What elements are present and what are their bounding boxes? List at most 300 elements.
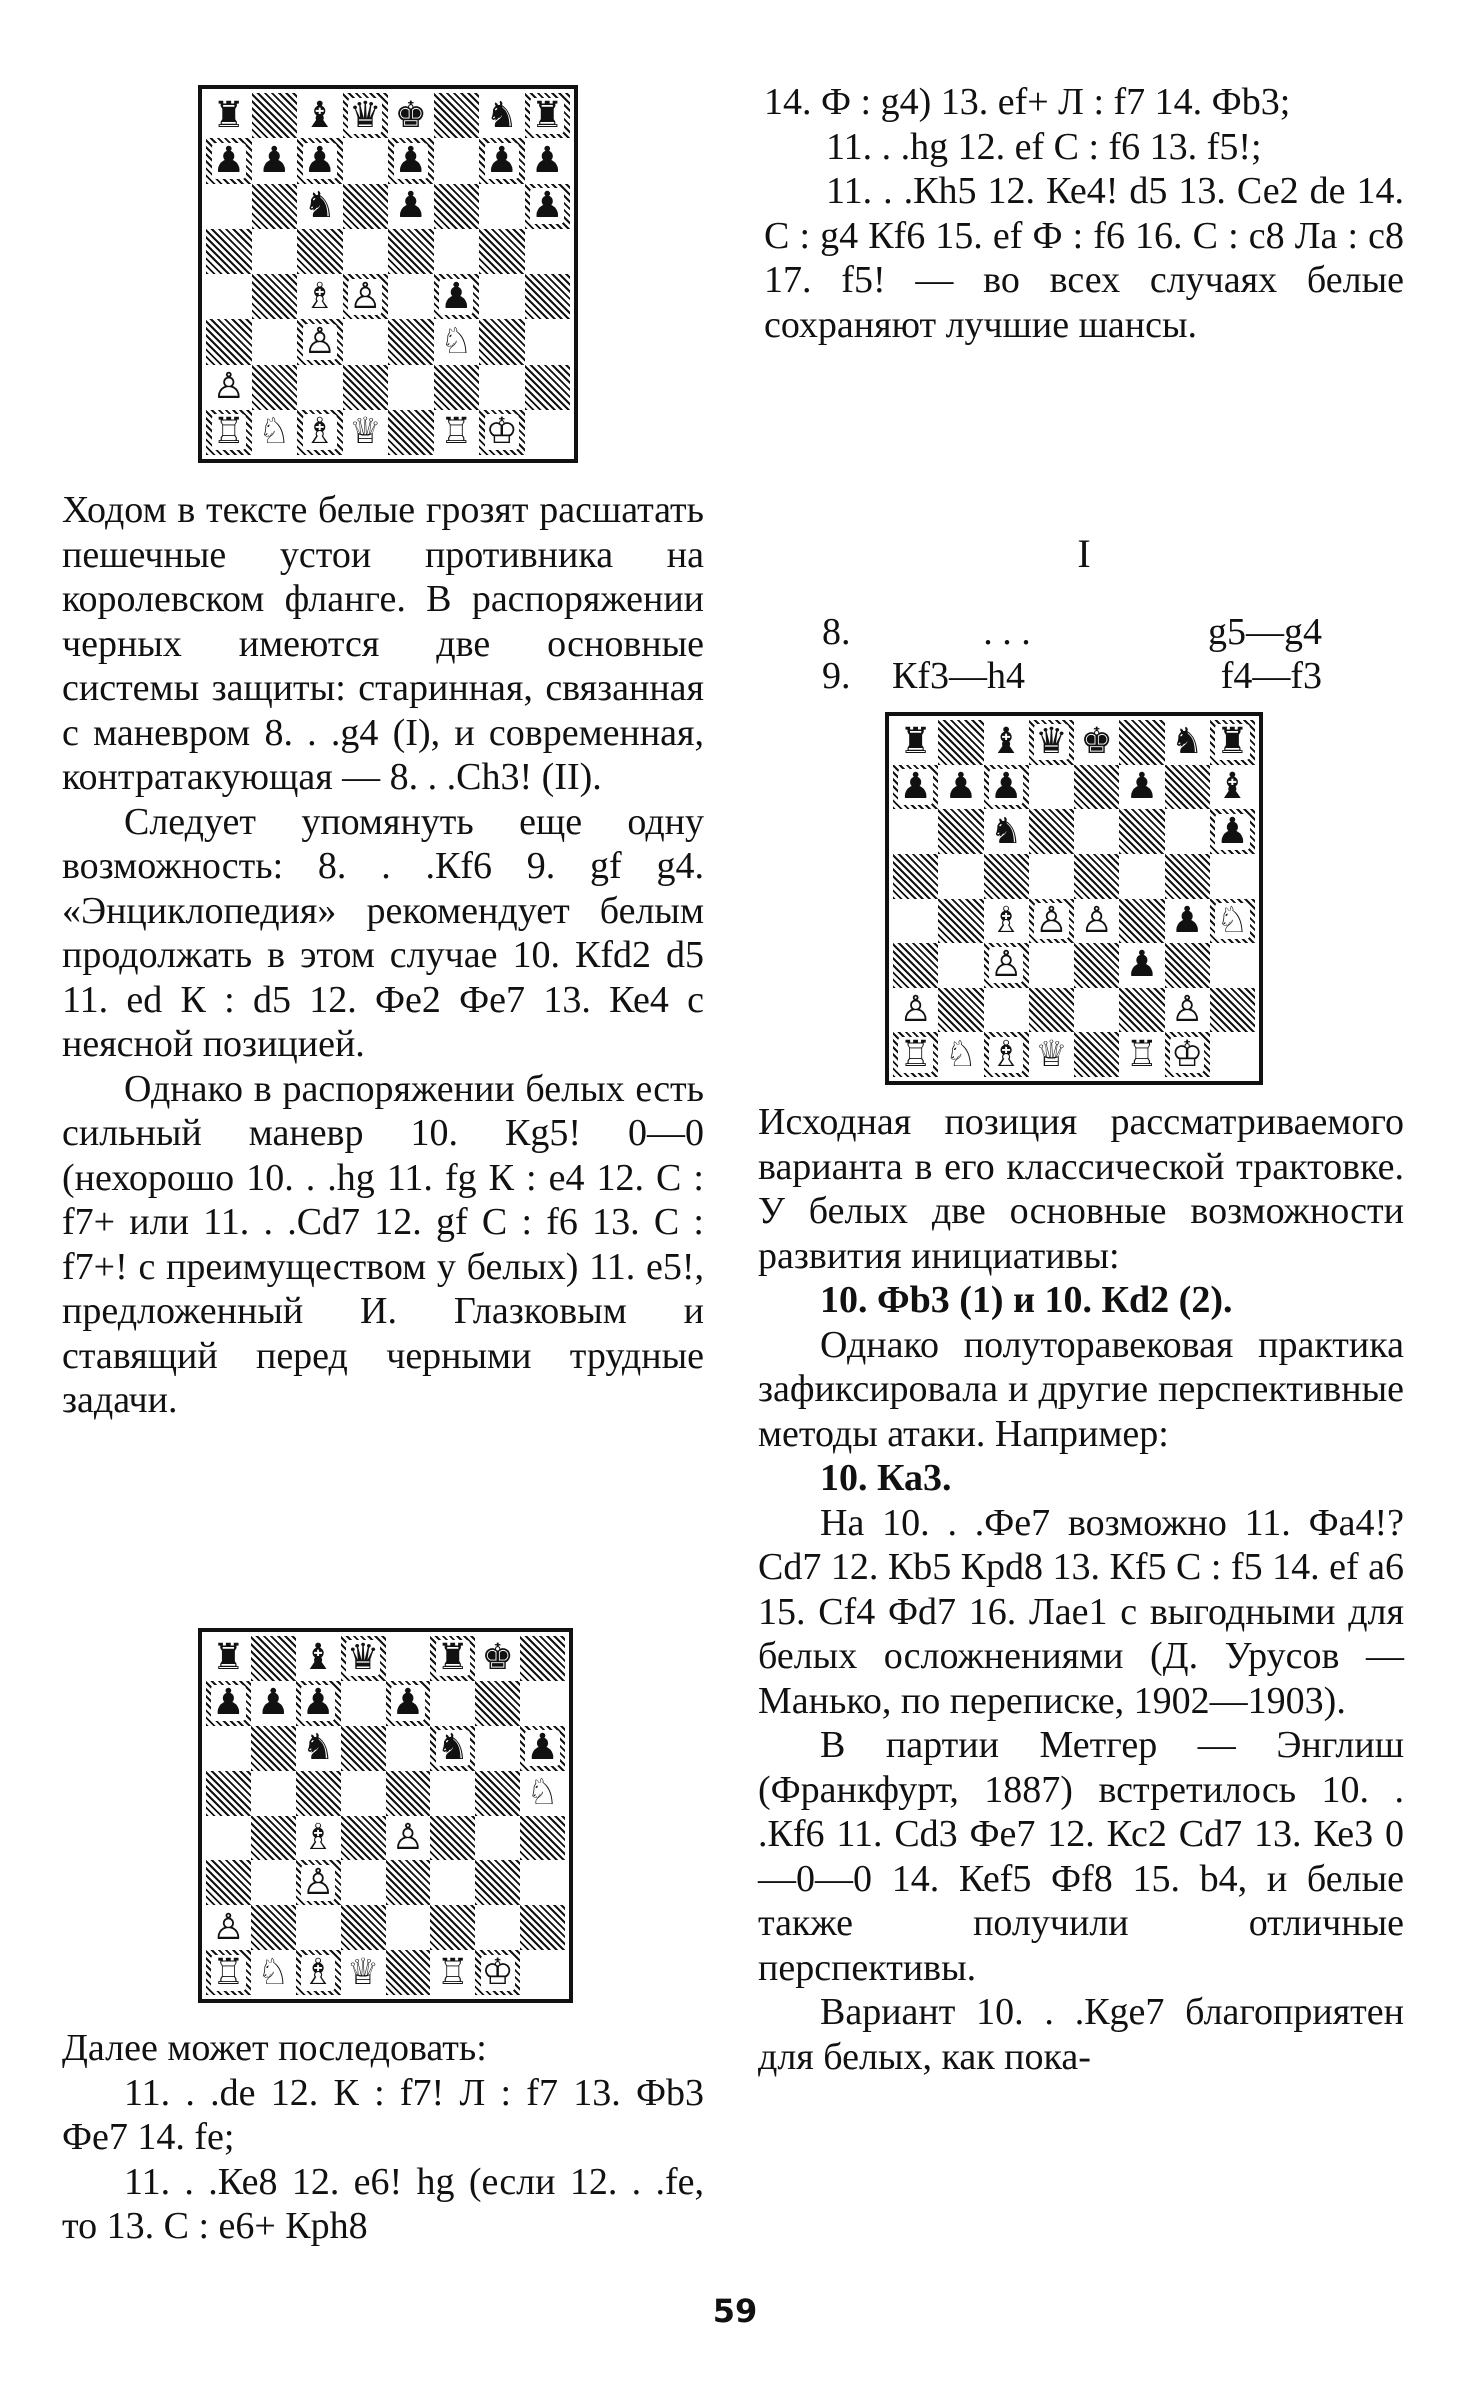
board-square [341, 1816, 386, 1861]
board-square [430, 1905, 475, 1950]
board-square [434, 184, 480, 229]
right-paragraph-3: 11. . .Кh5 12. Ке4! d5 13. Се2 de 14. С : g4 Кf6 15. ef Ф : f6 16. С : c8 Ла : c8 17. f5! — во всех случаях белые сохраняют лучшие шансы. [764, 170, 1404, 346]
board-square [1029, 854, 1074, 899]
board-square [251, 1905, 296, 1950]
board-square [479, 365, 525, 410]
white-queen-icon: ♕ [346, 1951, 380, 1993]
white-pawn-icon: ♙ [1080, 899, 1113, 941]
board-square [430, 1950, 475, 1995]
board-square [206, 274, 252, 319]
board-square [1210, 765, 1255, 810]
board-square [520, 1905, 565, 1950]
black-pawn-icon: ♟ [1170, 899, 1204, 941]
black-pawn-icon: ♟ [257, 1682, 290, 1724]
board-square [386, 1771, 431, 1816]
board-square [525, 184, 571, 229]
board-square [1119, 765, 1164, 810]
white-pawn-icon: ♙ [349, 275, 382, 317]
board-square [984, 899, 1029, 944]
board-square [525, 365, 571, 410]
board-square [1210, 720, 1255, 765]
board-square [984, 854, 1029, 899]
board-square [893, 720, 938, 765]
black-pawn-icon: ♟ [258, 139, 291, 181]
right-paragraph-4: Исходная позиция рассматриваемого варианта в его классической трактовке. У белых две основные возможности развития инициативы: [758, 1101, 1404, 1277]
board-square [938, 988, 983, 1033]
board-square [984, 1032, 1029, 1077]
board-square [1029, 809, 1074, 854]
black-rook-icon: ♜ [436, 1637, 469, 1679]
board-square [343, 274, 389, 319]
board-square [206, 319, 252, 364]
board-square [1165, 720, 1210, 765]
white-pawn-icon: ♙ [302, 1861, 335, 1903]
board-square [206, 1816, 251, 1861]
board-square [893, 765, 938, 810]
right-paragraph-7: 10. Ка3. [820, 1457, 952, 1499]
right-paragraph-8: На 10. . .Фе7 возможно 11. Фа4!? Сd7 12. Кb5 Крd8 13. Кf5 С : f5 14. ef а6 15. Сf4 Фd7 16. Лае1 с выгодными для белых осложнениями (Д. Урусов — Манько, по переписке, 1902—1903). [758, 1501, 1404, 1722]
right-column-top [764, 80, 1404, 347]
black-pawn-icon: ♟ [302, 1682, 335, 1724]
board-square [430, 1860, 475, 1905]
black-pawn-icon: ♟ [212, 1682, 245, 1724]
board-square [938, 765, 983, 810]
board-square [343, 229, 389, 274]
board-square [1210, 1032, 1255, 1077]
black-pawn-icon: ♟ [1216, 810, 1249, 852]
board-square [206, 365, 252, 410]
black-rook-icon: ♜ [899, 721, 932, 763]
board-square [434, 229, 480, 274]
board-square [1119, 943, 1164, 988]
board-square [252, 319, 298, 364]
move-9 [822, 654, 1322, 698]
black-pawn-icon: ♟ [394, 185, 427, 227]
board-square [341, 1636, 386, 1681]
page-number: 59 [712, 2292, 758, 2330]
white-knight-icon: ♘ [258, 411, 291, 453]
board-square [475, 1905, 520, 1950]
board-square [388, 365, 434, 410]
white-rook-icon: ♖ [212, 411, 245, 453]
board-square [475, 1771, 520, 1816]
black-pawn-icon: ♟ [531, 185, 564, 227]
board-square [388, 274, 434, 319]
white-queen-icon: ♕ [1035, 1033, 1068, 1075]
board-square [386, 1681, 431, 1726]
board-square [206, 138, 252, 183]
board-square [297, 229, 343, 274]
white-pawn-icon: ♙ [989, 944, 1023, 986]
black-rook-icon: ♜ [212, 1637, 245, 1679]
board-square [525, 138, 571, 183]
board-square [1074, 943, 1119, 988]
board-square [296, 1950, 341, 1995]
left-paragraph-5: 11. . .de 12. К : f7! Л : f7 13. Фb3 Фе7 14. fе; [62, 2071, 704, 2158]
board-square [520, 1771, 565, 1816]
white-rook-icon: ♖ [440, 411, 473, 453]
white-bishop-icon: ♗ [302, 1951, 335, 1993]
black-pawn-icon: ♟ [531, 139, 564, 181]
left-column [62, 488, 704, 1423]
board-square [434, 410, 480, 455]
board-square [520, 1636, 565, 1681]
board-square [251, 1636, 296, 1681]
board-square [434, 365, 480, 410]
board-square [1165, 809, 1210, 854]
black-pawn-icon: ♟ [303, 139, 336, 181]
right-paragraph-10: Вариант 10. . .Кgе7 благоприятен для белых, как пока- [758, 1991, 1404, 2078]
board-square [893, 899, 938, 944]
section-heading: I [1077, 531, 1091, 576]
board-square [1029, 1032, 1074, 1077]
board-square [206, 1726, 251, 1771]
board-square [206, 1950, 251, 1995]
board-square [1165, 854, 1210, 899]
board-square [386, 1816, 431, 1861]
black-pawn-icon: ♟ [899, 765, 932, 807]
board-square [343, 93, 389, 138]
board-square [296, 1636, 341, 1681]
black-queen-icon: ♛ [349, 94, 382, 136]
board-square [479, 93, 525, 138]
move-8-number: 8. [822, 611, 851, 653]
board-square [296, 1905, 341, 1950]
white-king-icon: ♔ [1170, 1033, 1204, 1075]
black-bishop-icon: ♝ [989, 721, 1023, 763]
left-paragraph-2: Следует упомянуть еще одну возможность: 8. . .Кf6 9. gf g4. «Энциклопедия» рекомендует белым продолжать в этом случае 10. Кfd2 d5 11. ed К : d5 12. Фе2 Фе7 13. Ке4 с неясной позицией. [62, 800, 704, 1065]
board-square [388, 410, 434, 455]
board-square [296, 1860, 341, 1905]
board-square [1074, 988, 1119, 1033]
board-square [343, 410, 389, 455]
white-bishop-icon: ♗ [989, 1033, 1023, 1075]
board-square [525, 319, 571, 364]
black-knight-icon: ♞ [303, 185, 336, 227]
board-square [297, 274, 343, 319]
black-knight-icon: ♞ [989, 810, 1023, 852]
board-square [206, 1681, 251, 1726]
black-bishop-icon: ♝ [1216, 765, 1249, 807]
white-bishop-icon: ♗ [303, 411, 336, 453]
board-square [430, 1771, 475, 1816]
right-paragraph-2: 11. . .hg 12. ef С : f6 13. f5!; [826, 125, 1262, 168]
board-square [479, 184, 525, 229]
board-square [1074, 1032, 1119, 1077]
black-knight-icon: ♞ [485, 94, 518, 136]
board-square [1074, 899, 1119, 944]
board-square [386, 1636, 431, 1681]
board-square [251, 1950, 296, 1995]
white-pawn-icon: ♙ [391, 1816, 425, 1858]
white-rook-icon: ♖ [212, 1951, 245, 1993]
board-square [434, 93, 480, 138]
black-king-icon: ♚ [481, 1637, 514, 1679]
black-bishop-icon: ♝ [302, 1637, 335, 1679]
board-square [1119, 854, 1164, 899]
board-square [343, 365, 389, 410]
right-paragraph-9: В партии Метгер — Энглиш (Франкфурт, 1887) встретилось 10. . .Кf6 11. Сd3 Фе7 12. Кс2 Сd7 13. Ке3 0—0—0 14. Кеf5 Фf8 15. b4, и белые также получили отличные перспективы. [758, 1724, 1404, 1989]
board-square [1029, 943, 1074, 988]
board-square [430, 1816, 475, 1861]
board-square [341, 1726, 386, 1771]
board-square [341, 1860, 386, 1905]
board-square [297, 319, 343, 364]
board-square [341, 1950, 386, 1995]
board-square [343, 319, 389, 364]
board-square [893, 809, 938, 854]
white-knight-icon: ♘ [257, 1951, 290, 1993]
board-square [388, 229, 434, 274]
board-square [1119, 988, 1164, 1033]
board-square [388, 93, 434, 138]
board-square [206, 1636, 251, 1681]
board-square [252, 93, 298, 138]
board-square [479, 319, 525, 364]
board-square [520, 1681, 565, 1726]
board-square [252, 229, 298, 274]
board-square [343, 138, 389, 183]
board-square [893, 1032, 938, 1077]
board-square [984, 988, 1029, 1033]
black-pawn-icon: ♟ [944, 765, 978, 807]
board-square [388, 184, 434, 229]
board-square [1029, 720, 1074, 765]
right-paragraph-1: 14. Ф : g4) 13. ef+ Л : f7 14. Фb3; [764, 81, 1291, 123]
move-8 [822, 610, 1322, 654]
board-square [893, 854, 938, 899]
board-square [252, 138, 298, 183]
board-square [434, 274, 480, 319]
board-square [206, 229, 252, 274]
white-pawn-icon: ♙ [303, 320, 336, 362]
black-rook-icon: ♜ [1216, 721, 1249, 763]
board-square [1165, 988, 1210, 1033]
board-square [475, 1726, 520, 1771]
black-pawn-icon: ♟ [440, 275, 473, 317]
board-square [430, 1726, 475, 1771]
black-knight-icon: ♞ [1170, 721, 1204, 763]
board-square [479, 229, 525, 274]
board-square [479, 138, 525, 183]
board-square [297, 93, 343, 138]
board-square [1210, 809, 1255, 854]
chess-diagram-1 [198, 85, 578, 463]
board-square [341, 1681, 386, 1726]
board-square [297, 365, 343, 410]
board-square [252, 365, 298, 410]
left-paragraph-6: 11. . .Ке8 12. е6! hg (если 12. . .fe, то 13. С : е6+ Крh8 [62, 2160, 704, 2247]
move-8-white: . . . [983, 611, 1031, 653]
board-square [520, 1950, 565, 1995]
board-square [296, 1816, 341, 1861]
board-square [1165, 765, 1210, 810]
black-bishop-icon: ♝ [303, 94, 336, 136]
board-square [252, 410, 298, 455]
board-square [206, 184, 252, 229]
black-rook-icon: ♜ [531, 94, 564, 136]
board-square [1029, 988, 1074, 1033]
right-paragraph-6: Однако полуторавековая практика зафиксировала и другие перспективные методы атаки. Например: [758, 1323, 1404, 1455]
chess-diagram-3 [885, 712, 1263, 1085]
black-pawn-icon: ♟ [526, 1727, 559, 1769]
white-pawn-icon: ♙ [1170, 989, 1204, 1031]
move-8-black: g5—g4 [1208, 611, 1322, 653]
board-square [1165, 1032, 1210, 1077]
board-square [434, 319, 480, 364]
board-square [938, 854, 983, 899]
board-square [386, 1726, 431, 1771]
left-paragraph-3: Однако в распоряжении белых есть сильный маневр 10. Кg5! 0—0 (нехорошо 10. . .hg 11. fg К : е4 12. С : f7+ или 11. . .Сd7 12. gf С : f6 13. С : f7+! с преимуществом у белых) 11. е5!, предложенный И. Глазковым и ставящий перед черными трудные задачи. [62, 1067, 704, 1421]
board-square [938, 899, 983, 944]
board-square [206, 1905, 251, 1950]
board-square [297, 410, 343, 455]
black-king-icon: ♚ [1080, 721, 1113, 763]
right-paragraph-5: 10. Фb3 (1) и 10. Кd2 (2). [820, 1279, 1233, 1321]
white-pawn-icon: ♙ [1035, 899, 1068, 941]
white-knight-icon: ♘ [440, 320, 473, 362]
board-square [479, 274, 525, 319]
board-square [475, 1860, 520, 1905]
white-knight-icon: ♘ [944, 1033, 978, 1075]
board-square [893, 988, 938, 1033]
black-knight-icon: ♞ [436, 1727, 469, 1769]
board-square [938, 1032, 983, 1077]
white-queen-icon: ♕ [349, 411, 382, 453]
white-rook-icon: ♖ [899, 1033, 932, 1075]
move-9-white: Кf3—h4 [892, 655, 1025, 697]
chess-diagram-2 [198, 1628, 573, 2003]
black-pawn-icon: ♟ [212, 139, 245, 181]
left-column-bottom [62, 2026, 704, 2249]
board-square [341, 1771, 386, 1816]
board-square [479, 410, 525, 455]
board-square [984, 720, 1029, 765]
board-square [341, 1905, 386, 1950]
board-square [475, 1950, 520, 1995]
board-square [251, 1816, 296, 1861]
black-pawn-icon: ♟ [485, 139, 518, 181]
board-square [938, 809, 983, 854]
white-king-icon: ♔ [485, 411, 518, 453]
black-queen-icon: ♛ [346, 1637, 380, 1679]
black-knight-icon: ♞ [302, 1727, 335, 1769]
move-9-number: 9. [822, 655, 851, 697]
white-pawn-icon: ♙ [899, 989, 932, 1031]
white-knight-icon: ♘ [526, 1772, 559, 1814]
board-square [1029, 899, 1074, 944]
board-square [386, 1905, 431, 1950]
board-square [984, 765, 1029, 810]
board-square [938, 943, 983, 988]
right-column-bottom [758, 1100, 1404, 2079]
board-square [1210, 988, 1255, 1033]
board-square [1210, 943, 1255, 988]
move-9-black: f4—f3 [1220, 655, 1322, 697]
board-square [1074, 809, 1119, 854]
board-square [206, 1860, 251, 1905]
board-square [388, 138, 434, 183]
white-pawn-icon: ♙ [212, 366, 245, 408]
board-square [525, 274, 571, 319]
board-square [475, 1636, 520, 1681]
board-square [520, 1860, 565, 1905]
white-rook-icon: ♖ [1125, 1033, 1159, 1075]
board-square [430, 1636, 475, 1681]
white-bishop-icon: ♗ [989, 899, 1023, 941]
board-square [1119, 1032, 1164, 1077]
board-square [430, 1681, 475, 1726]
board-square [297, 184, 343, 229]
board-square [296, 1726, 341, 1771]
board-square [1119, 809, 1164, 854]
board-square [525, 229, 571, 274]
board-square [520, 1816, 565, 1861]
black-pawn-icon: ♟ [394, 139, 427, 181]
board-square [475, 1681, 520, 1726]
board-square [1119, 899, 1164, 944]
board-square [434, 138, 480, 183]
white-knight-icon: ♘ [1216, 899, 1249, 941]
board-square [1074, 854, 1119, 899]
black-pawn-icon: ♟ [391, 1682, 425, 1724]
black-pawn-icon: ♟ [1125, 765, 1159, 807]
board-square [388, 319, 434, 364]
board-square [251, 1771, 296, 1816]
white-rook-icon: ♖ [436, 1951, 469, 1993]
board-square [252, 274, 298, 319]
board-square [252, 184, 298, 229]
board-square [520, 1726, 565, 1771]
board-square [938, 720, 983, 765]
board-square [984, 809, 1029, 854]
board-square [893, 943, 938, 988]
board-square [386, 1950, 431, 1995]
board-square [1165, 899, 1210, 944]
moves-block [822, 610, 1322, 698]
board-square [984, 943, 1029, 988]
board-square [296, 1681, 341, 1726]
left-paragraph-1: Ходом в тексте белые грозят расшатать пешечные устои противника на королевском фланге. В распоряжении черных имеются две основные системы защиты: старинная, связанная с маневром 8. . .g4 (I), и современная, контратакующая — 8. . .Сh3! (II). [62, 489, 704, 798]
board-square [251, 1860, 296, 1905]
black-rook-icon: ♜ [212, 94, 245, 136]
board-square [206, 93, 252, 138]
board-square [343, 184, 389, 229]
board-square [297, 138, 343, 183]
board-square [386, 1860, 431, 1905]
black-pawn-icon: ♟ [1125, 944, 1159, 986]
white-king-icon: ♔ [481, 1951, 514, 1993]
white-bishop-icon: ♗ [302, 1816, 335, 1858]
board-square [1074, 720, 1119, 765]
black-king-icon: ♚ [394, 94, 427, 136]
board-square [525, 93, 571, 138]
board-square [1074, 765, 1119, 810]
white-bishop-icon: ♗ [303, 275, 336, 317]
black-pawn-icon: ♟ [989, 765, 1023, 807]
board-square [296, 1771, 341, 1816]
board-square [475, 1816, 520, 1861]
board-square [251, 1726, 296, 1771]
board-square [525, 410, 571, 455]
left-paragraph-4: Далее может последовать: [62, 2027, 487, 2069]
board-square [1210, 854, 1255, 899]
board-square [1119, 720, 1164, 765]
board-square [206, 410, 252, 455]
board-square [251, 1681, 296, 1726]
board-square [206, 1771, 251, 1816]
white-pawn-icon: ♙ [212, 1906, 245, 1948]
